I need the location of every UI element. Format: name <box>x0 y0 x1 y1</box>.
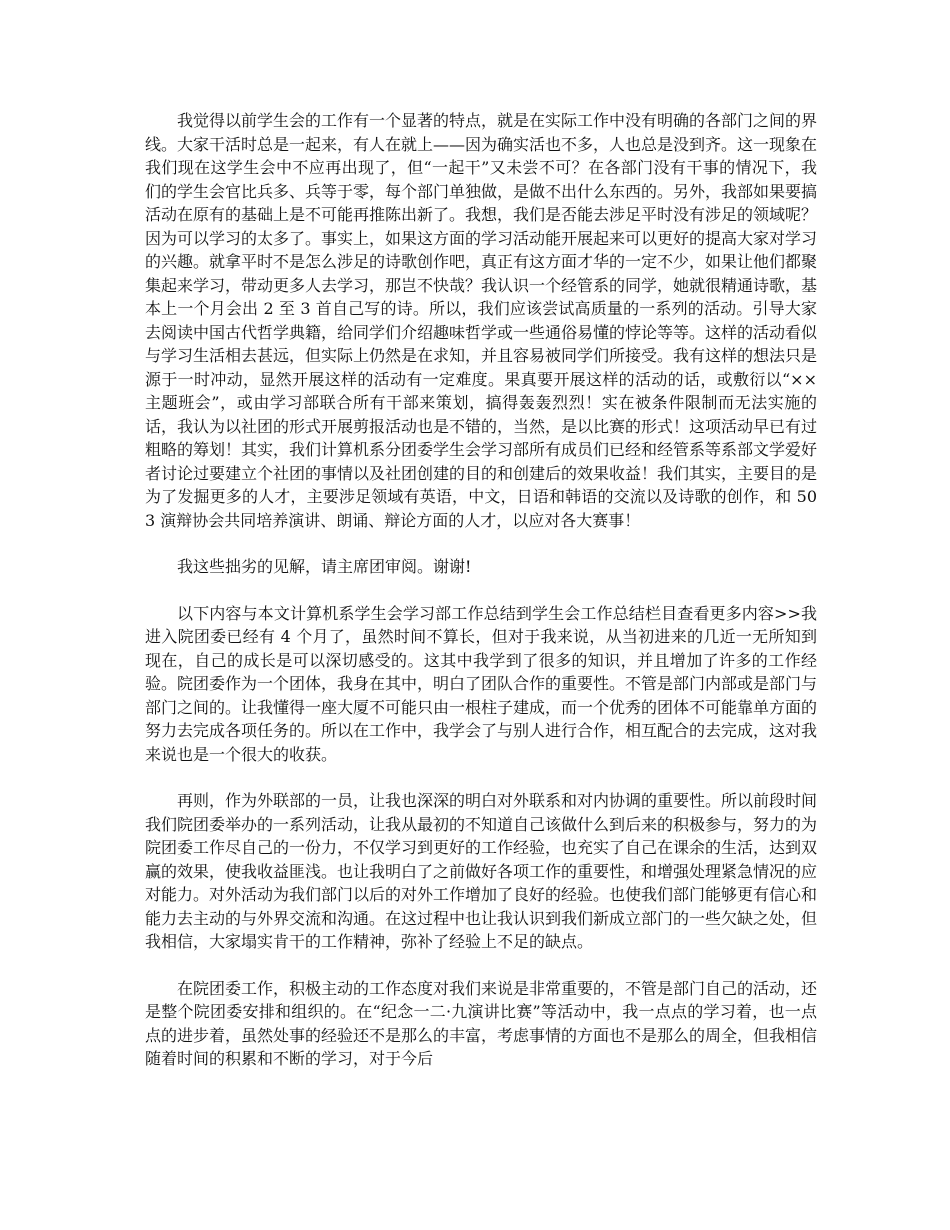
document-body <box>145 109 817 1094</box>
paragraph-closing-remark: 我这些拙劣的见解，请主席团审阅。谢谢! <box>177 557 472 576</box>
paragraph-league-committee-experience: 以下内容与本文计算机系学生会学习部工作总结到学生会工作总结栏目查看更多内容>>我进入院团委已经有 4 个月了，虽然时间不算长，但对于我来说，从当初进来的几近一无所知到现在，自己的成长是可以深切感受的。这其中我学到了很多的知识，并且增加了许多的工作经验。院团委作为一个团体，我身在其中，明白了团队合作的重要性。不管是部门内部或是部门与部门之间的。让我懂得一座大厦不可能只由一根柱子建成，而一个优秀的团体不可能靠单方面的努力去完成各项任务的。所以在工作中，我学会了与别人进行合作，相互配合的去完成，这对我来说也是一个很大的收获。 <box>145 603 818 764</box>
paragraph-external-relations: 再则，作为外联部的一员，让我也深深的明白对外联系和对内协调的重要性。所以前段时间我们院团委举办的一系列活动，让我从最初的不知道自己该做什么到后来的积极参与，努力的为院团委工作尽自己的一份力，不仅学习到更好的工作经验，也充实了自己在课余的生活，达到双赢的效果，使我收益匪浅。也让我明白了之前做好各项工作的重要性，和增强处理紧急情况的应对能力。对外活动为我们部门以后的对外工作增加了良好的经验。也使我们部门能够更有信心和能力去主动的与外界交流和沟通。在这过程中也让我认识到我们新成立部门的一些欠缺之处，但我相信，大家塌实肯干的工作精神，弥补了经验上不足的缺点。 <box>145 791 818 951</box>
paragraph-work-attitude: 在院团委工作，积极主动的工作态度对我们来说是非常重要的，不管是部门自己的活动，还是整个院团委安排和组织的。在“纪念一二·九演讲比赛”等活动中，我一点点的学习着，也一点点的进步着，虽然处事的经验还不是那么的丰富，考虑事情的方面也不是那么的周全，但我相信随着时间的积累和不断的学习，对于今后 <box>145 978 818 1068</box>
paragraph-study-activities: 我觉得以前学生会的工作有一个显著的特点，就是在实际工作中没有明确的各部门之间的界线。大家干活时总是一起来，有人在就上——因为确实活也不多，人也总是没到齐。这一现象在我们现在这学生会中不应再出现了，但“一起干”又未尝不可？在各部门没有干事的情况下，我们的学生会官比兵多、兵等于零，每个部门单独做，是做不出什么东西的。另外，我部如果要搞活动在原有的基础上是不可能再推陈出新了。我想，我们是否能去涉足平时没有涉足的领域呢？因为可以学习的太多了。事实上，如果这方面的学习活动能开展起来可以更好的提高大家对学习的兴趣。就拿平时不是怎么涉足的诗歌创作吧，真正有这方面才华的一定不少，如果让他们都聚集起来学习，带动更多人去学习，那岂不快哉？我认识一个经管系的同学，她就很精通诗歌，基本上一个月会出 2 至 3 首自己写的诗。所以，我们应该尝试高质量的一系列的活动。引导大家去阅读中国古代哲学典籍，给同学们介绍趣味哲学或一些通俗易懂的悖论等等。这样的活动看似与学习生活相去甚远，但实际上仍然是在求知，并且容易被同学们所接受。我有这样的想法只是源于一时冲动，显然开展这样的活动有一定难度。果真要开展这样的活动的话，或敷衍以“××主题班会”，或由学习部联合所有干部来策划，搞得轰轰烈烈！实在被条件限制而无法实施的话，我认为以社团的形式开展剪报活动也是不错的，当然，是以比赛的形式！这项活动早已有过粗略的筹划！其实，我们计算机系分团委学生会学习部所有成员们已经和经管系等系部文学爱好者讨论过要建立个社团的事情以及社团创建的目的和创建后的效果收益！我们其实，主要目的是为了发掘更多的人才，主要涉足领域有英语，中文，日语和韩语的交流以及诗歌的创作，和 503 演辩协会共同培养演讲、朗诵、辩论方面的人才，以应对各大赛事！ <box>145 111 818 530</box>
